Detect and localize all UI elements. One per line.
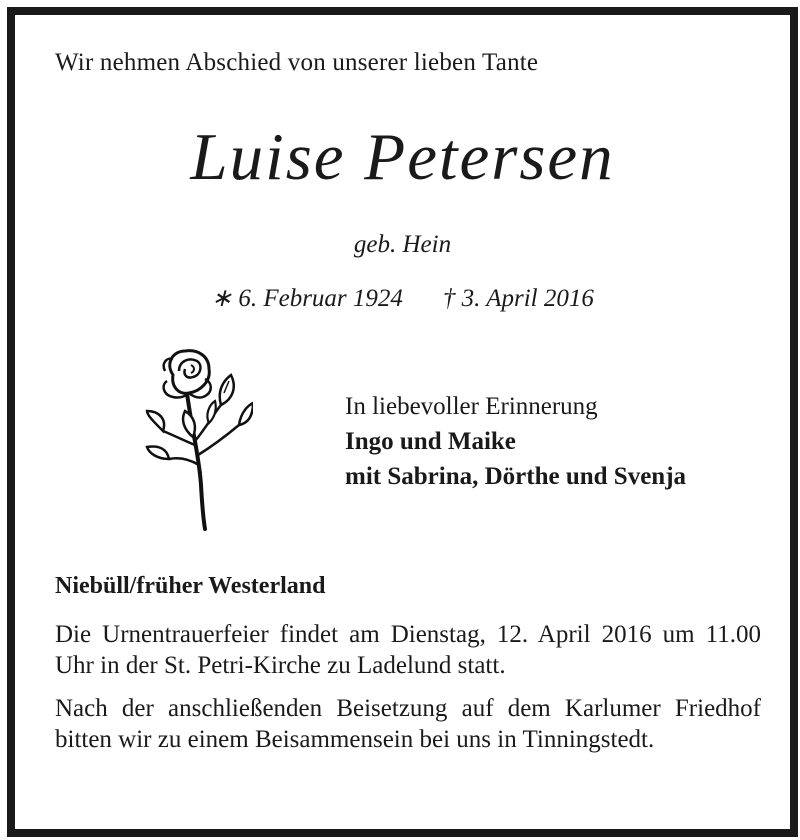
memory-intro: In liebevoller Erinnerung xyxy=(345,393,598,420)
ceremony-paragraph: Die Urnentrauerfeier findet am Dienstag, 12. April 2016 um 11.00 Uhr in der St. Petri-Kirche zu Ladelund statt. xyxy=(55,621,761,679)
deceased-name: Luise Petersen xyxy=(190,120,615,194)
mourners-line-1: Ingo und Maike xyxy=(345,428,516,455)
memory-block xyxy=(345,389,686,494)
gathering-paragraph: Nach der anschließenden Beisetzung auf dem Karlumer Friedhof bitten wir zu einem Beisammensein bei uns in Tinningstedt. xyxy=(55,695,761,753)
birth-date: ∗ 6. Februar 1924 xyxy=(211,285,403,312)
mourners-line-2: mit Sabrina, Dörthe und Svenja xyxy=(345,463,687,490)
rose-icon xyxy=(143,345,253,531)
place-line: Niebüll/früher Westerland xyxy=(55,573,326,599)
death-date: † 3. April 2016 xyxy=(442,285,594,312)
obituary-frame xyxy=(7,7,798,837)
life-dates xyxy=(15,283,790,313)
maiden-name: geb. Hein xyxy=(353,231,452,258)
intro-text: Wir nehmen Abschied von unserer lieben Tante xyxy=(55,49,539,76)
